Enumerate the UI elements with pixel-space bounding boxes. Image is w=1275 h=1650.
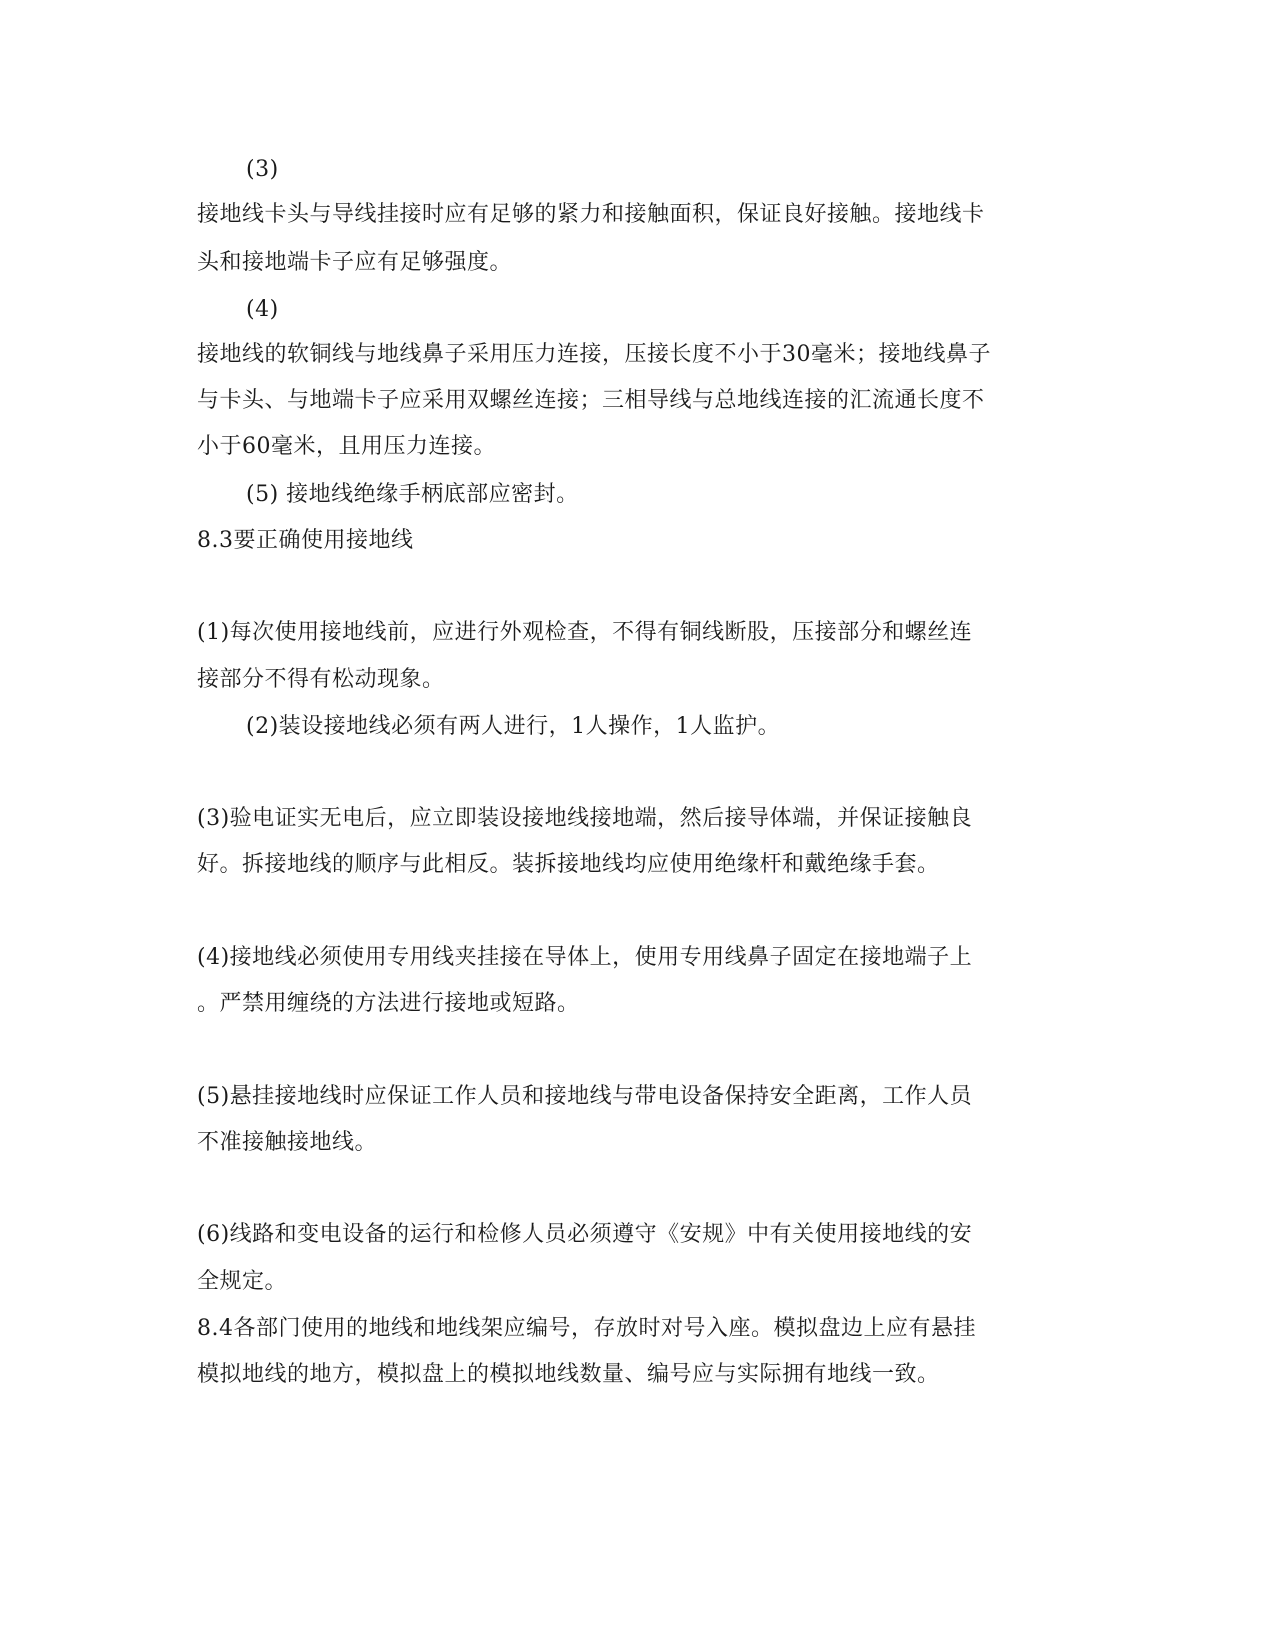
item-4-text-line-3: 小于60毫米，且用压力连接。 — [197, 434, 496, 459]
section-8-4-line-1: 8.4各部门使用的地线和地线架应编号，存放时对号入座。模拟盘边上应有悬挂 — [197, 1316, 976, 1341]
rule-6-line-1: (6)线路和变电设备的运行和检修人员必须遵守《安规》中有关使用接地线的安 — [197, 1222, 973, 1247]
item-5-text: (5) 接地线绝缘手柄底部应密封。 — [246, 482, 579, 507]
item-4-text-line-1: 接地线的软铜线与地线鼻子采用压力连接，压接长度不小于30毫米；接地线鼻子 — [197, 342, 991, 367]
rule-6-line-2: 全规定。 — [197, 1269, 288, 1294]
rule-1-line-2: 接部分不得有松动现象。 — [197, 667, 445, 692]
rule-4-line-2: 。严禁用缠绕的方法进行接地或短路。 — [197, 991, 580, 1016]
rule-1-line-1: (1)每次使用接地线前，应进行外观检查，不得有铜线断股，压接部分和螺丝连 — [197, 620, 973, 645]
rule-5-line-1: (5)悬挂接地线时应保证工作人员和接地线与带电设备保持安全距离，工作人员 — [197, 1084, 973, 1109]
item-4-text-line-2: 与卡头、与地端卡子应采用双螺丝连接；三相导线与总地线连接的汇流通长度不 — [197, 388, 985, 413]
section-8-3-heading: 8.3要正确使用接地线 — [197, 528, 414, 553]
rule-3-line-1: (3)验电证实无电后，应立即装设接地线接地端，然后接导体端，并保证接触良 — [197, 806, 973, 831]
section-8-4-line-2: 模拟地线的地方，模拟盘上的模拟地线数量、编号应与实际拥有地线一致。 — [197, 1362, 940, 1387]
item-4-number: (4) — [246, 297, 279, 322]
item-3-text-line-1: 接地线卡头与导线挂接时应有足够的紧力和接触面积，保证良好接触。接地线卡 — [197, 202, 985, 227]
rule-3-line-2: 好。拆接地线的顺序与此相反。装拆接地线均应使用绝缘杆和戴绝缘手套。 — [197, 852, 940, 877]
rule-2-text: (2)装设接地线必须有两人进行，1人操作，1人监护。 — [246, 714, 781, 739]
item-3-number: (3) — [246, 157, 279, 182]
rule-4-line-1: (4)接地线必须使用专用线夹挂接在导体上，使用专用线鼻子固定在接地端子上 — [197, 945, 973, 970]
rule-5-line-2: 不准接触接地线。 — [197, 1130, 378, 1155]
item-3-text-line-2: 头和接地端卡子应有足够强度。 — [197, 250, 513, 275]
